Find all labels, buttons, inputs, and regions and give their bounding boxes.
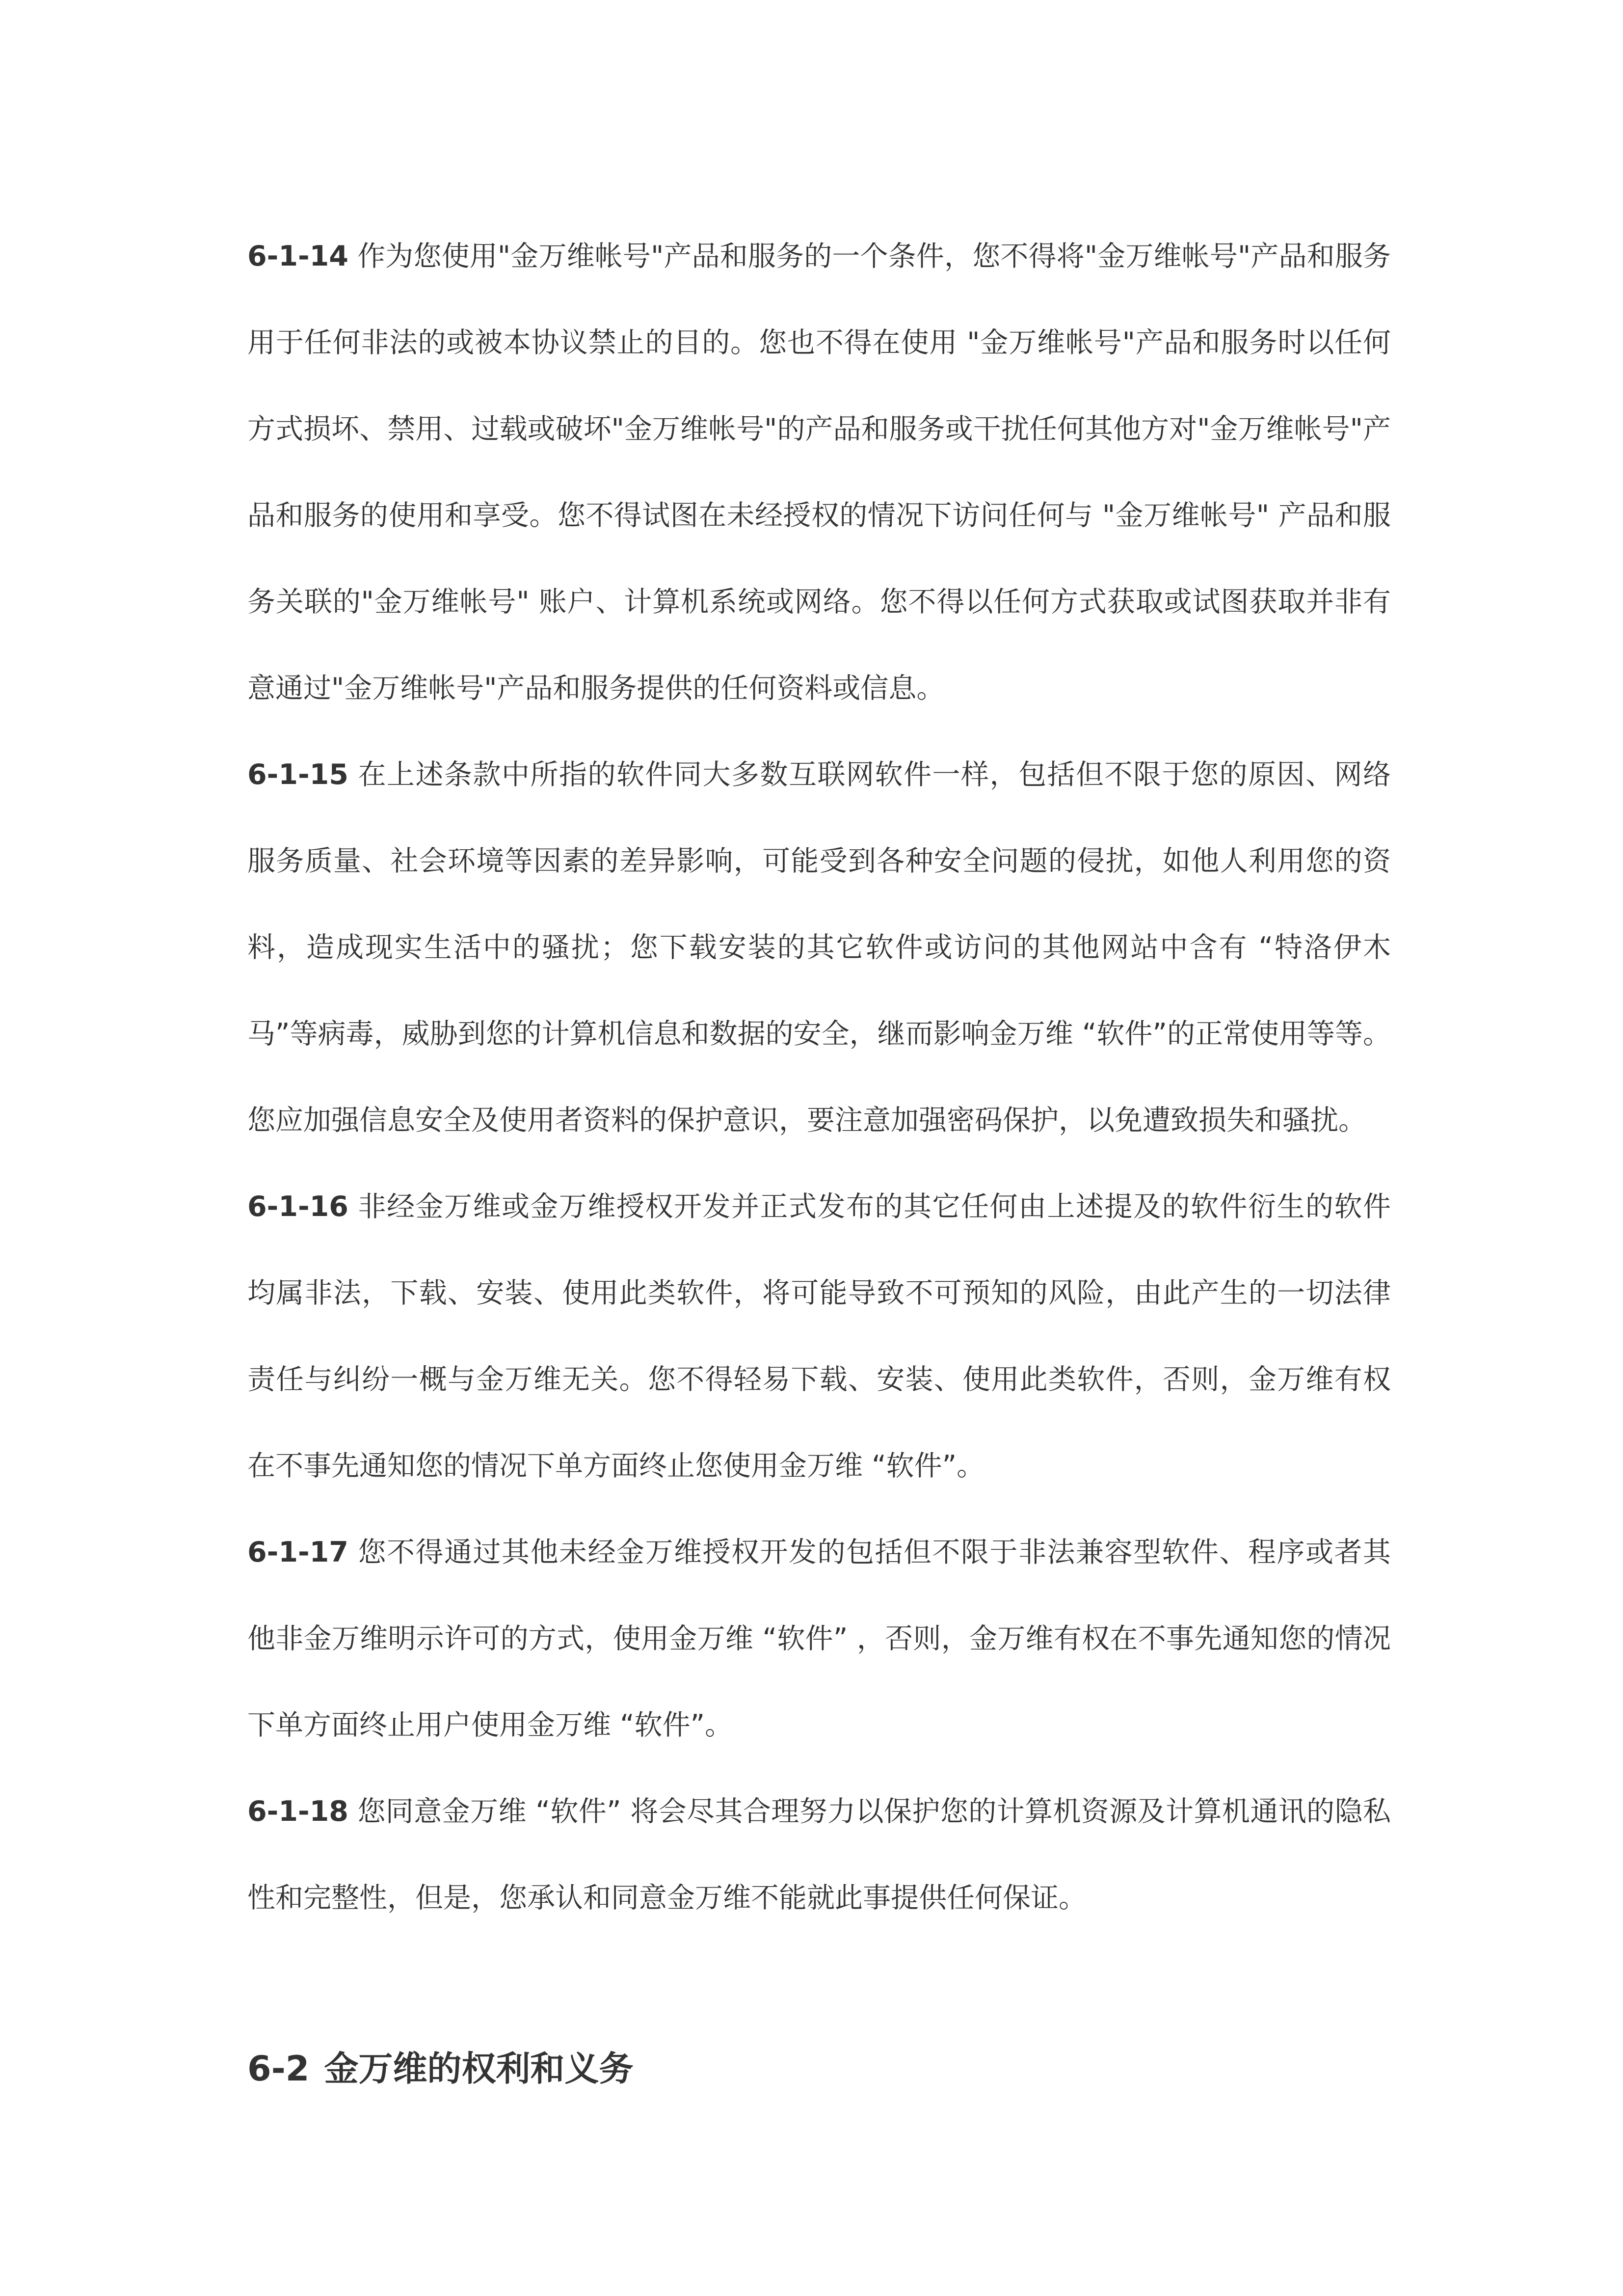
clause-6-1-16 [247,1163,1391,1509]
clause-text: 作为您使用"金万维帐号"产品和服务的一个条件，您不得将"金万维帐号"产品和服务用于任何非法的或被本协议禁止的目的。您也不得在使用 "金万维帐号"产品和服务时以任何方式损坏、禁用、过载或破坏"金万维帐号"的产品和服务或干扰任何其他方对"金万维帐号"产品和服务的使用和享受。您不得试图在未经授权的情况下访问任何与 "金万维帐号" 产品和服务关联的"金万维帐号" 账户、计算机系统或网络。您不得以任何方式获取或试图获取并非有意通过"金万维帐号"产品和服务提供的任何资料或信息。 [247,240,1391,704]
clause-text: 您不得通过其他未经金万维授权开发的包括但不限于非法兼容型软件、程序或者其他非金万维明示许可的方式，使用金万维 “软件” ，否则，金万维有权在不事先通知您的情况下单方面终止用户使用金万维 “软件”。 [247,1536,1391,1741]
clause-6-1-18 [247,1768,1391,1941]
section-number: 6-2 [247,2049,310,2089]
clause-number: 6-1-18 [247,1795,348,1828]
clause-6-1-14 [247,213,1391,731]
clause-number: 6-1-15 [247,758,348,791]
clause-6-1-17 [247,1509,1391,1768]
clause-number: 6-1-17 [247,1536,348,1568]
clause-number: 6-1-16 [247,1190,348,1223]
section-title: 金万维的权利和义务 [324,2049,634,2089]
clause-text: 非经金万维或金万维授权开发并正式发布的其它任何由上述提及的软件衍生的软件均属非法，下载、安装、使用此类软件，将可能导致不可预知的风险，由此产生的一切法律责任与纠纷一概与金万维无关。您不得轻易下载、安装、使用此类软件，否则，金万维有权在不事先通知您的情况下单方面终止您使用金万维 “软件”。 [247,1190,1391,1482]
clause-text: 在上述条款中所指的软件同大多数互联网软件一样，包括但不限于您的原因、网络服务质量、社会环境等因素的差异影响，可能受到各种安全问题的侵扰，如他人利用您的资料，造成现实生活中的骚扰；您下载安装的其它软件或访问的其他网站中含有 “特洛伊木马”等病毒，威胁到您的计算机信息和数据的安全，继而影响金万维 “软件”的正常使用等等。您应加强信息安全及使用者资料的保护意识，要注意加强密码保护，以免遭致损失和骚扰。 [247,758,1391,1136]
document-body [247,213,1391,1941]
clause-6-1-15 [247,731,1391,1163]
clause-text: 您同意金万维 “软件” 将会尽其合理努力以保护您的计算机资源及计算机通讯的隐私性和完整性，但是，您承认和同意金万维不能就此事提供任何保证。 [247,1795,1391,1914]
clause-number: 6-1-14 [247,240,348,272]
section-heading [247,2041,633,2091]
